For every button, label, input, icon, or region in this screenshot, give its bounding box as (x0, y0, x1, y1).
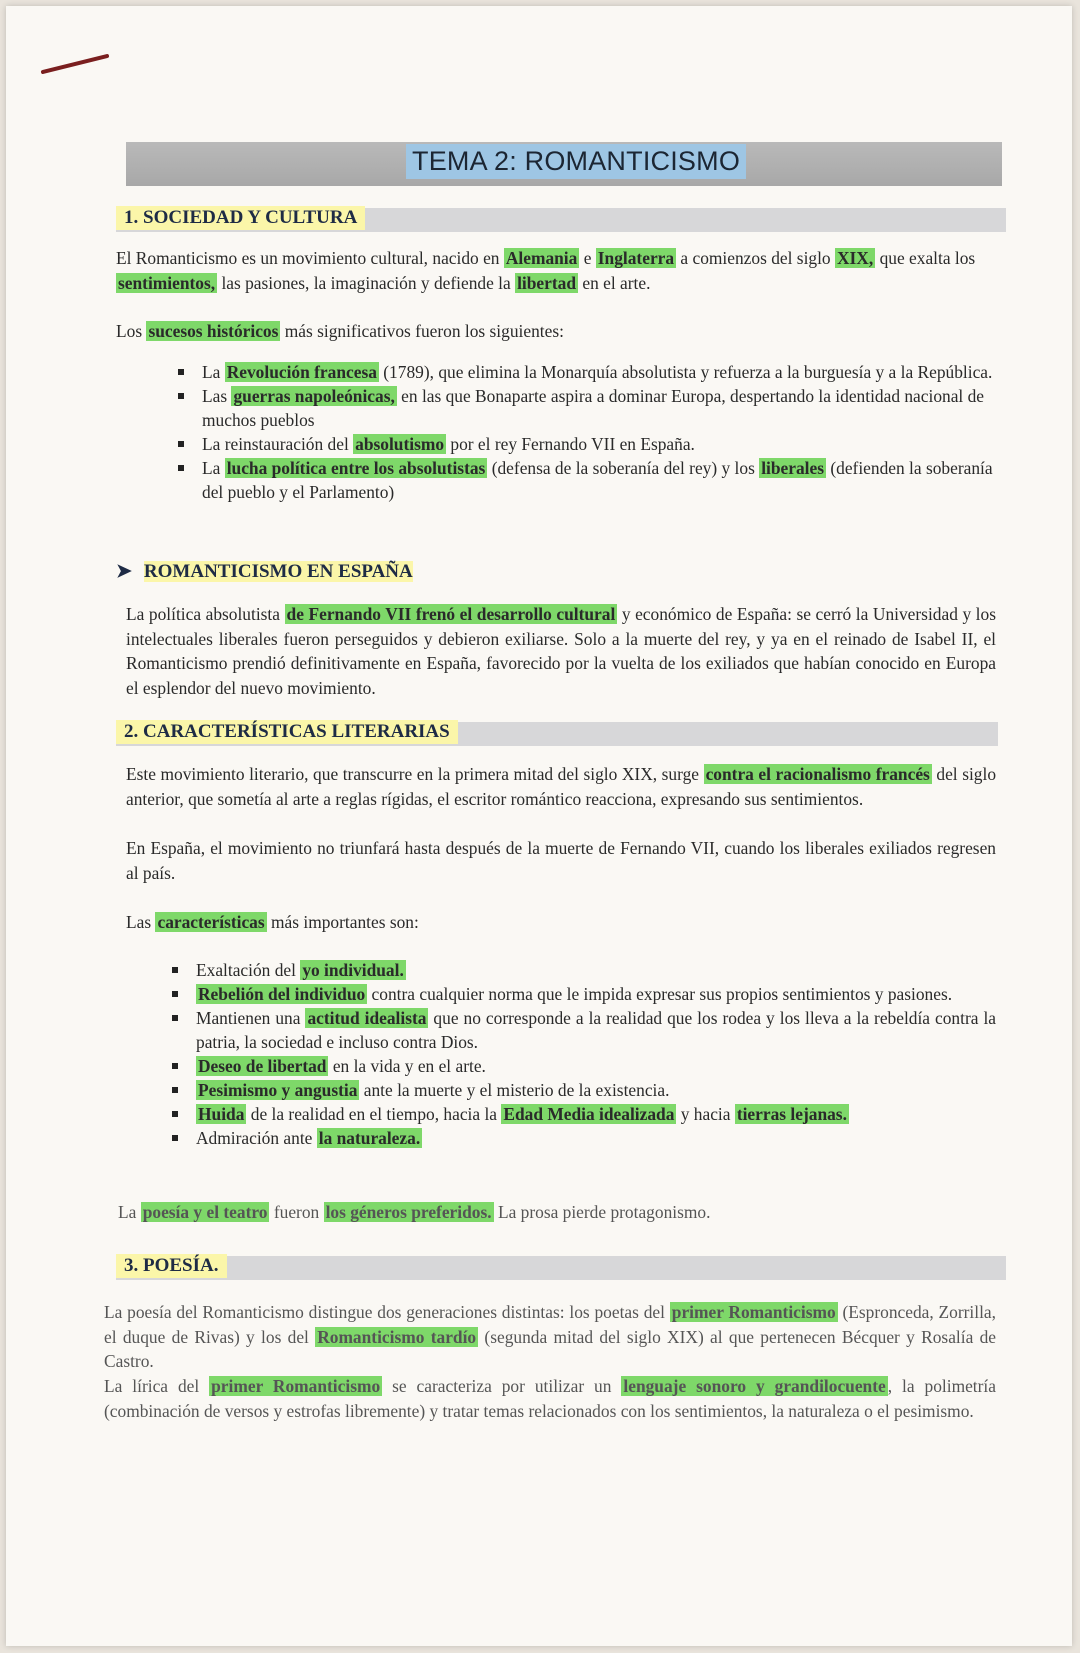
text: , la polimetría (combinación de versos y estrofas libremente) y tratar temas relacionados con los sentimientos, la naturaleza o el pesimismo. (104, 1376, 996, 1421)
highlight: Edad Media idealizada (503, 1104, 675, 1124)
section-2-heading (116, 720, 998, 746)
text: de la realidad en el tiempo, hacia la (246, 1104, 502, 1124)
highlight: actitud idealista (307, 1008, 427, 1028)
s2-bullet-list (160, 958, 996, 1150)
text: a comienzos del siglo (676, 248, 835, 268)
list-item (160, 1078, 996, 1102)
highlight: Pesimismo y angustia (198, 1080, 358, 1100)
list-item (166, 432, 996, 456)
highlight: Romanticismo tardío (317, 1326, 477, 1347)
text: que exalta los (875, 248, 976, 268)
section-3-heading (116, 1254, 1006, 1280)
text: del siglo anterior, que sometía al arte a reglas rígidas, el escritor romántico reacciona, expresando sus sentimientos. (126, 764, 997, 809)
highlight: Inglaterra (597, 248, 675, 268)
text: Este movimiento literario, que transcurre en la primera mitad del siglo XIX, surge (126, 764, 704, 784)
highlight: absolutismo (355, 434, 445, 454)
text: La (202, 362, 225, 382)
highlight: lucha política entre los absolutistas (226, 458, 486, 478)
page-title: TEMA 2: ROMANTICISMO (406, 144, 746, 179)
highlight: primer Romanticismo (211, 1376, 381, 1396)
list-item (166, 360, 996, 384)
text: y hacia (676, 1104, 735, 1124)
text: La poesía del Romanticismo distingue dos generaciones distintas: los poetas del (104, 1302, 670, 1322)
text: que no corresponde a la realidad que los rodea y los lleva a la rebeldía contra la patria, la sociedad e incluso contra Dios. (196, 1008, 996, 1052)
section-3-bar (116, 1256, 1006, 1280)
text: Mantienen una (196, 1008, 306, 1028)
text: (defienden la soberanía del pueblo y el Parlamento) (202, 458, 993, 502)
document-page (6, 6, 1072, 1646)
s3-paragraph-2 (104, 1374, 996, 1423)
spain-paragraph (126, 602, 996, 700)
list-item (166, 384, 996, 432)
highlight: sucesos históricos (148, 321, 279, 341)
pen-mark (41, 54, 110, 75)
highlight: la naturaleza. (318, 1128, 421, 1148)
highlight: contra el racionalismo francés (705, 764, 930, 784)
highlight: Huida (198, 1104, 245, 1124)
text: y económico de España: se cerró la Universidad y los intelectuales liberales fueron perseguidos y debieron exiliarse. Solo a la muerte del rey, y ya en el reinado de Isabel II, el Romanticismo prendió definitivamente en España, favorecido por la vuelta de los exiliados que habían conocido en Europa el esplendor del nuevo movimiento. (126, 604, 996, 698)
s1-bullet-list (166, 360, 996, 504)
highlight: libertad (517, 272, 576, 293)
text: se caracteriza por utilizar un (382, 1376, 622, 1396)
text: La política absolutista (126, 604, 285, 624)
highlight: características (157, 912, 265, 932)
s2-paragraph-3 (126, 910, 996, 935)
s1-paragraph-1 (116, 246, 996, 295)
highlight: liberales (761, 458, 824, 478)
list-item (160, 1054, 996, 1078)
highlight: Deseo de libertad (198, 1056, 327, 1076)
text: más importantes son: (266, 912, 419, 932)
spain-heading-label: ROMANTICISMO EN ESPAÑA (143, 561, 413, 582)
highlight: Rebelión del individuo (198, 984, 366, 1004)
list-item (160, 982, 996, 1006)
text: La reinstauración del (202, 434, 354, 454)
highlight: Alemania (505, 248, 578, 268)
section-2-title: 2. CARACTERÍSTICAS LITERARIAS (116, 720, 458, 744)
text: (1789), que elimina la Monarquía absolutista y refuerza a la burguesía y a la República. (378, 362, 993, 382)
highlight: primer Romanticismo (671, 1302, 836, 1322)
text: contra cualquier norma que le impida expresar sus propios sentimientos y pasiones. (367, 984, 953, 1004)
text: en la vida y en el arte. (328, 1056, 486, 1076)
highlight: yo individual. (302, 960, 404, 980)
text: por el rey Fernando VII en España. (446, 434, 695, 454)
list-item (160, 1126, 996, 1150)
spain-heading (116, 560, 413, 583)
text: El Romanticismo es un movimiento cultural, nacido en (116, 248, 504, 268)
highlight: los géneros preferidos. (325, 1202, 492, 1222)
text: Exaltación del (196, 960, 301, 980)
text: en el arte. (578, 272, 651, 293)
highlight: poesía y el teatro (142, 1202, 268, 1222)
highlight: XIX, (836, 248, 874, 268)
text: (defensa de la soberanía del rey) y los (487, 458, 760, 478)
text: e (579, 248, 596, 268)
s2-paragraph-4 (118, 1200, 998, 1225)
text: (segunda mitad del siglo XIX) al que pertenecen Bécquer y Rosalía de Castro. (104, 1326, 997, 1371)
list-item (166, 456, 996, 504)
arrow-icon: ➤ (116, 561, 132, 582)
s2-paragraph-2: En España, el movimiento no triunfará hasta después de la muerte de Fernando VII, cuando los liberales exiliados regresen al país. (126, 838, 996, 883)
text: La (118, 1202, 141, 1222)
text: las pasiones, la imaginación y defiende la (217, 272, 516, 293)
section-1-title: 1. SOCIEDAD Y CULTURA (116, 206, 365, 230)
highlight: sentimientos, (118, 272, 216, 293)
text: Los (116, 321, 147, 341)
text: en las que Bonaparte aspira a dominar Europa, despertando la identidad nacional de muchos pueblos (202, 386, 985, 430)
text: ante la muerte y el misterio de la existencia. (359, 1080, 670, 1100)
list-item (160, 958, 996, 982)
s3-paragraph-1 (104, 1300, 996, 1374)
text: La lírica del (104, 1376, 210, 1396)
text: Las (126, 912, 156, 932)
s1-paragraph-2 (116, 319, 996, 344)
section-3-title: 3. POESÍA. (116, 1254, 227, 1278)
highlight: de Fernando VII frenó el desarrollo cultural (286, 604, 616, 624)
text: La prosa pierde protagonismo. (493, 1202, 711, 1222)
list-item (160, 1102, 996, 1126)
text: fueron (269, 1202, 324, 1222)
highlight: lenguaje sonoro y grandilocuente (623, 1376, 886, 1396)
text: (Espronceda, Zorrilla, el duque de Rivas) y los del (104, 1302, 996, 1347)
list-item (160, 1006, 996, 1054)
text: más significativos fueron los siguientes: (280, 321, 564, 341)
text: La (202, 458, 225, 478)
highlight: tierras lejanas. (736, 1104, 847, 1124)
s2-paragraph-1 (126, 762, 996, 811)
highlight: Revolución francesa (226, 362, 377, 382)
highlight: guerras napoleónicas, (233, 386, 395, 406)
section-1-heading (116, 206, 1006, 232)
text: Admiración ante (196, 1128, 317, 1148)
text: Las (202, 386, 232, 406)
